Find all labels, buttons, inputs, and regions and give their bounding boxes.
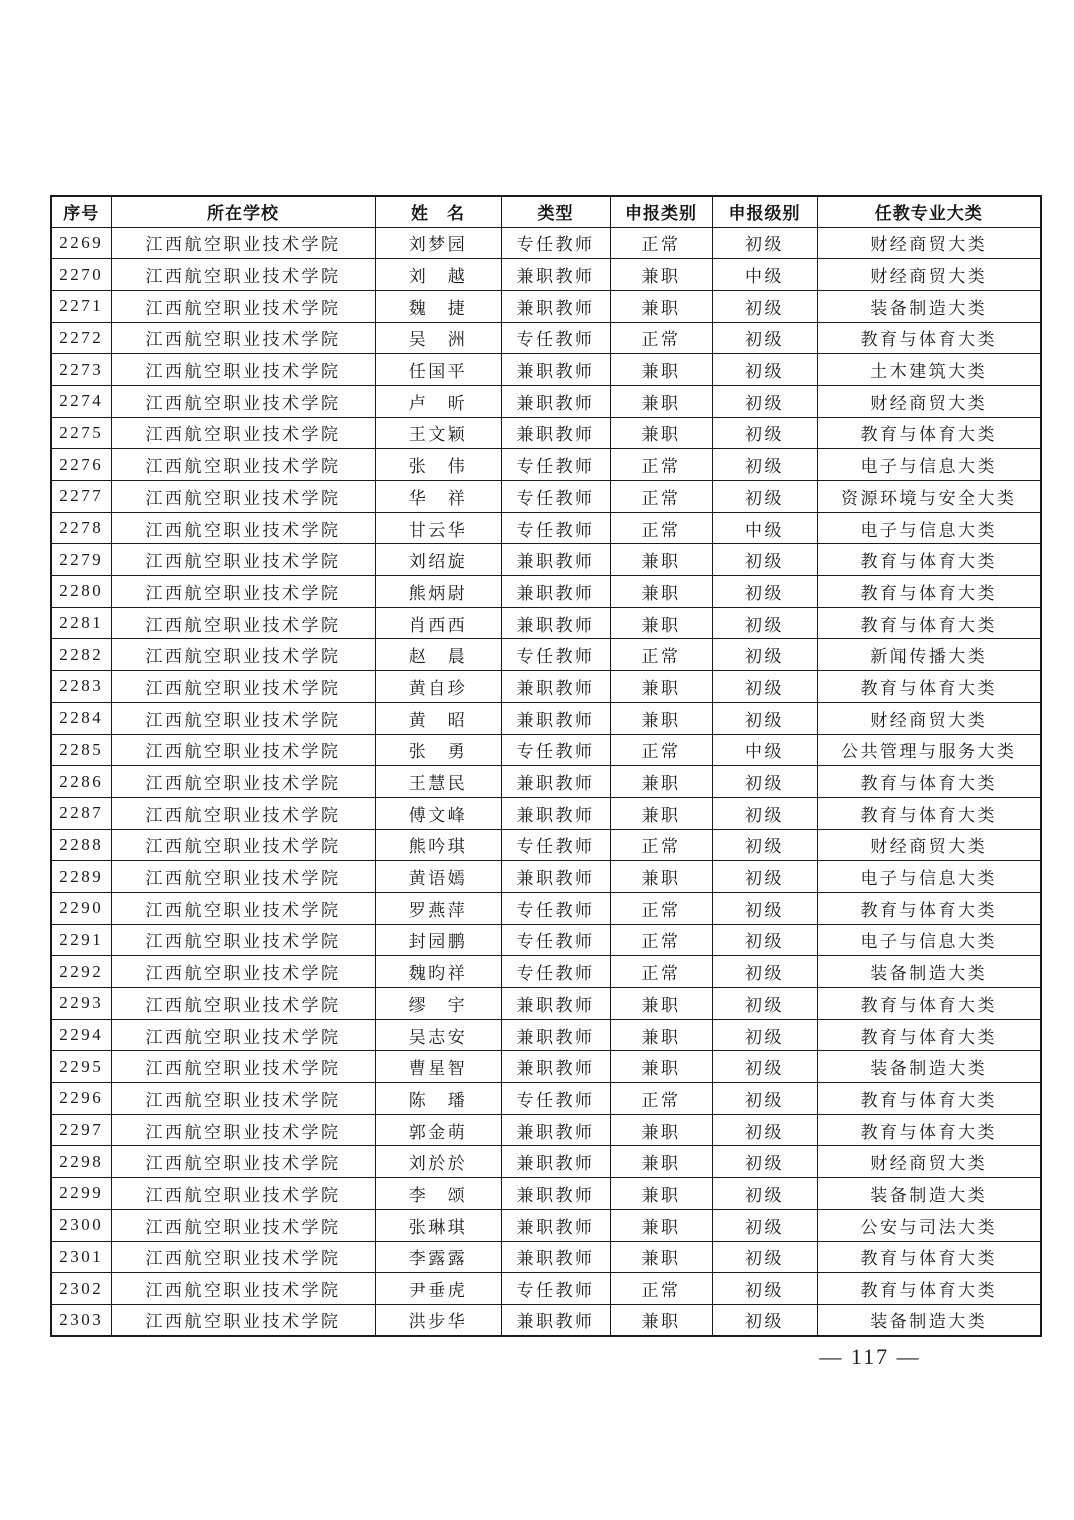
cell-level: 初级 xyxy=(712,322,817,354)
cell-type: 专任教师 xyxy=(501,924,610,956)
table-row xyxy=(51,1083,1041,1115)
cell-name: 吴志安 xyxy=(375,1019,501,1051)
cell-name: 黄 昭 xyxy=(375,702,501,734)
cell-category: 兼职 xyxy=(610,671,712,703)
cell-major: 财经商贸大类 xyxy=(817,385,1041,417)
cell-name: 缪 宇 xyxy=(375,988,501,1020)
cell-category: 兼职 xyxy=(610,1304,712,1336)
cell-no: 2302 xyxy=(51,1273,111,1305)
cell-type: 专任教师 xyxy=(501,322,610,354)
table-row xyxy=(51,322,1041,354)
cell-name: 黄自珍 xyxy=(375,671,501,703)
cell-level: 初级 xyxy=(712,988,817,1020)
page-number: — 117 — xyxy=(819,1344,921,1369)
cell-major: 财经商贸大类 xyxy=(817,1146,1041,1178)
cell-category: 正常 xyxy=(610,322,712,354)
column-header-major: 任教专业大类 xyxy=(817,196,1041,227)
cell-major: 教育与体育大类 xyxy=(817,607,1041,639)
cell-no: 2273 xyxy=(51,354,111,386)
table-row xyxy=(51,512,1041,544)
cell-level: 初级 xyxy=(712,544,817,576)
table-row xyxy=(51,1146,1041,1178)
cell-level: 初级 xyxy=(712,290,817,322)
cell-type: 兼职教师 xyxy=(501,671,610,703)
cell-level: 初级 xyxy=(712,227,817,259)
cell-name: 刘绍旋 xyxy=(375,544,501,576)
cell-level: 初级 xyxy=(712,861,817,893)
table-row xyxy=(51,227,1041,259)
table-row xyxy=(51,1304,1041,1336)
cell-major: 教育与体育大类 xyxy=(817,417,1041,449)
cell-school: 江西航空职业技术学院 xyxy=(111,1146,375,1178)
cell-name: 曹星智 xyxy=(375,1051,501,1083)
table-row xyxy=(51,1241,1041,1273)
cell-no: 2281 xyxy=(51,607,111,639)
cell-school: 江西航空职业技术学院 xyxy=(111,734,375,766)
cell-name: 刘於於 xyxy=(375,1146,501,1178)
cell-category: 兼职 xyxy=(610,1209,712,1241)
cell-school: 江西航空职业技术学院 xyxy=(111,1051,375,1083)
cell-type: 兼职教师 xyxy=(501,576,610,608)
cell-major: 土木建筑大类 xyxy=(817,354,1041,386)
cell-type: 专任教师 xyxy=(501,734,610,766)
cell-no: 2291 xyxy=(51,924,111,956)
cell-school: 江西航空职业技术学院 xyxy=(111,290,375,322)
cell-school: 江西航空职业技术学院 xyxy=(111,576,375,608)
cell-level: 中级 xyxy=(712,512,817,544)
cell-type: 兼职教师 xyxy=(501,290,610,322)
cell-type: 兼职教师 xyxy=(501,1178,610,1210)
cell-level: 初级 xyxy=(712,1241,817,1273)
cell-no: 2296 xyxy=(51,1083,111,1115)
column-header-name: 姓 名 xyxy=(375,196,501,227)
cell-name: 封园鹏 xyxy=(375,924,501,956)
cell-category: 兼职 xyxy=(610,1019,712,1051)
cell-name: 熊炳尉 xyxy=(375,576,501,608)
cell-name: 熊吟琪 xyxy=(375,829,501,861)
cell-major: 教育与体育大类 xyxy=(817,671,1041,703)
table-row xyxy=(51,924,1041,956)
cell-major: 装备制造大类 xyxy=(817,1304,1041,1336)
cell-major: 教育与体育大类 xyxy=(817,576,1041,608)
cell-major: 财经商贸大类 xyxy=(817,829,1041,861)
cell-name: 黄语嫣 xyxy=(375,861,501,893)
cell-major: 财经商贸大类 xyxy=(817,259,1041,291)
cell-level: 初级 xyxy=(712,797,817,829)
cell-school: 江西航空职业技术学院 xyxy=(111,956,375,988)
cell-name: 魏昀祥 xyxy=(375,956,501,988)
table-header xyxy=(51,196,1041,227)
cell-level: 初级 xyxy=(712,1304,817,1336)
cell-school: 江西航空职业技术学院 xyxy=(111,1114,375,1146)
cell-category: 兼职 xyxy=(610,1051,712,1083)
cell-name: 赵 晨 xyxy=(375,639,501,671)
cell-school: 江西航空职业技术学院 xyxy=(111,227,375,259)
cell-major: 装备制造大类 xyxy=(817,290,1041,322)
cell-category: 兼职 xyxy=(610,607,712,639)
cell-type: 兼职教师 xyxy=(501,988,610,1020)
table-row xyxy=(51,671,1041,703)
cell-level: 初级 xyxy=(712,576,817,608)
cell-type: 兼职教师 xyxy=(501,861,610,893)
cell-no: 2269 xyxy=(51,227,111,259)
table-row xyxy=(51,988,1041,1020)
cell-school: 江西航空职业技术学院 xyxy=(111,259,375,291)
cell-school: 江西航空职业技术学院 xyxy=(111,544,375,576)
table-row xyxy=(51,734,1041,766)
table-row xyxy=(51,576,1041,608)
column-header-type: 类型 xyxy=(501,196,610,227)
cell-level: 初级 xyxy=(712,481,817,513)
cell-level: 初级 xyxy=(712,449,817,481)
cell-type: 专任教师 xyxy=(501,956,610,988)
cell-category: 正常 xyxy=(610,829,712,861)
cell-category: 兼职 xyxy=(610,861,712,893)
cell-major: 电子与信息大类 xyxy=(817,924,1041,956)
header-row xyxy=(51,196,1041,227)
cell-school: 江西航空职业技术学院 xyxy=(111,512,375,544)
cell-level: 初级 xyxy=(712,892,817,924)
cell-no: 2300 xyxy=(51,1209,111,1241)
table-row xyxy=(51,1178,1041,1210)
cell-name: 罗燕萍 xyxy=(375,892,501,924)
cell-major: 电子与信息大类 xyxy=(817,449,1041,481)
cell-school: 江西航空职业技术学院 xyxy=(111,385,375,417)
cell-level: 中级 xyxy=(712,259,817,291)
cell-category: 正常 xyxy=(610,639,712,671)
cell-type: 专任教师 xyxy=(501,892,610,924)
cell-major: 财经商贸大类 xyxy=(817,702,1041,734)
cell-major: 教育与体育大类 xyxy=(817,892,1041,924)
cell-type: 专任教师 xyxy=(501,829,610,861)
cell-no: 2298 xyxy=(51,1146,111,1178)
cell-name: 王文颖 xyxy=(375,417,501,449)
cell-category: 正常 xyxy=(610,892,712,924)
cell-school: 江西航空职业技术学院 xyxy=(111,1178,375,1210)
cell-category: 正常 xyxy=(610,481,712,513)
cell-category: 兼职 xyxy=(610,766,712,798)
table-row xyxy=(51,766,1041,798)
cell-no: 2275 xyxy=(51,417,111,449)
cell-level: 初级 xyxy=(712,417,817,449)
cell-school: 江西航空职业技术学院 xyxy=(111,607,375,639)
cell-category: 正常 xyxy=(610,956,712,988)
cell-category: 正常 xyxy=(610,227,712,259)
cell-no: 2278 xyxy=(51,512,111,544)
cell-school: 江西航空职业技术学院 xyxy=(111,1209,375,1241)
cell-major: 装备制造大类 xyxy=(817,1051,1041,1083)
cell-name: 洪步华 xyxy=(375,1304,501,1336)
cell-major: 教育与体育大类 xyxy=(817,1241,1041,1273)
cell-no: 2282 xyxy=(51,639,111,671)
cell-school: 江西航空职业技术学院 xyxy=(111,766,375,798)
cell-level: 初级 xyxy=(712,1114,817,1146)
cell-school: 江西航空职业技术学院 xyxy=(111,1083,375,1115)
table-row xyxy=(51,354,1041,386)
cell-school: 江西航空职业技术学院 xyxy=(111,892,375,924)
cell-category: 兼职 xyxy=(610,1241,712,1273)
cell-school: 江西航空职业技术学院 xyxy=(111,322,375,354)
cell-type: 兼职教师 xyxy=(501,1114,610,1146)
cell-level: 初级 xyxy=(712,1083,817,1115)
cell-type: 专任教师 xyxy=(501,639,610,671)
cell-school: 江西航空职业技术学院 xyxy=(111,988,375,1020)
teacher-roster-table xyxy=(50,195,1042,1337)
cell-major: 教育与体育大类 xyxy=(817,1083,1041,1115)
cell-no: 2292 xyxy=(51,956,111,988)
cell-name: 魏 捷 xyxy=(375,290,501,322)
cell-category: 兼职 xyxy=(610,1146,712,1178)
cell-category: 兼职 xyxy=(610,259,712,291)
cell-school: 江西航空职业技术学院 xyxy=(111,861,375,893)
cell-name: 陈 璠 xyxy=(375,1083,501,1115)
cell-major: 公安与司法大类 xyxy=(817,1209,1041,1241)
cell-major: 公共管理与服务大类 xyxy=(817,734,1041,766)
cell-category: 正常 xyxy=(610,449,712,481)
cell-category: 正常 xyxy=(610,512,712,544)
cell-category: 兼职 xyxy=(610,576,712,608)
cell-level: 初级 xyxy=(712,354,817,386)
cell-category: 正常 xyxy=(610,1273,712,1305)
cell-type: 兼职教师 xyxy=(501,1241,610,1273)
cell-level: 初级 xyxy=(712,1146,817,1178)
cell-no: 2299 xyxy=(51,1178,111,1210)
cell-category: 兼职 xyxy=(610,417,712,449)
cell-school: 江西航空职业技术学院 xyxy=(111,829,375,861)
cell-category: 兼职 xyxy=(610,797,712,829)
cell-name: 傅文峰 xyxy=(375,797,501,829)
table-row xyxy=(51,1209,1041,1241)
cell-category: 正常 xyxy=(610,1083,712,1115)
cell-school: 江西航空职业技术学院 xyxy=(111,639,375,671)
cell-name: 张 伟 xyxy=(375,449,501,481)
table-row xyxy=(51,1019,1041,1051)
cell-type: 兼职教师 xyxy=(501,702,610,734)
cell-name: 任国平 xyxy=(375,354,501,386)
cell-level: 初级 xyxy=(712,829,817,861)
cell-type: 兼职教师 xyxy=(501,797,610,829)
cell-level: 初级 xyxy=(712,924,817,956)
cell-category: 兼职 xyxy=(610,1114,712,1146)
cell-name: 刘 越 xyxy=(375,259,501,291)
table-row xyxy=(51,449,1041,481)
cell-name: 卢 昕 xyxy=(375,385,501,417)
table-row xyxy=(51,385,1041,417)
cell-no: 2286 xyxy=(51,766,111,798)
cell-level: 初级 xyxy=(712,766,817,798)
cell-type: 兼职教师 xyxy=(501,385,610,417)
cell-type: 兼职教师 xyxy=(501,1019,610,1051)
cell-level: 初级 xyxy=(712,607,817,639)
cell-level: 初级 xyxy=(712,702,817,734)
cell-type: 兼职教师 xyxy=(501,1051,610,1083)
cell-school: 江西航空职业技术学院 xyxy=(111,797,375,829)
cell-school: 江西航空职业技术学院 xyxy=(111,449,375,481)
cell-name: 李露露 xyxy=(375,1241,501,1273)
cell-no: 2295 xyxy=(51,1051,111,1083)
cell-major: 教育与体育大类 xyxy=(817,797,1041,829)
cell-type: 专任教师 xyxy=(501,481,610,513)
cell-major: 教育与体育大类 xyxy=(817,1273,1041,1305)
cell-type: 专任教师 xyxy=(501,512,610,544)
cell-major: 教育与体育大类 xyxy=(817,544,1041,576)
cell-name: 华 祥 xyxy=(375,481,501,513)
cell-level: 初级 xyxy=(712,1209,817,1241)
column-header-no: 序号 xyxy=(51,196,111,227)
cell-level: 初级 xyxy=(712,1019,817,1051)
cell-name: 李 颂 xyxy=(375,1178,501,1210)
cell-major: 装备制造大类 xyxy=(817,956,1041,988)
cell-major: 电子与信息大类 xyxy=(817,512,1041,544)
cell-school: 江西航空职业技术学院 xyxy=(111,671,375,703)
cell-name: 刘梦园 xyxy=(375,227,501,259)
cell-level: 初级 xyxy=(712,1051,817,1083)
table-body xyxy=(51,227,1041,1336)
cell-school: 江西航空职业技术学院 xyxy=(111,1019,375,1051)
cell-type: 兼职教师 xyxy=(501,766,610,798)
column-header-school: 所在学校 xyxy=(111,196,375,227)
table-row xyxy=(51,956,1041,988)
cell-name: 张琳琪 xyxy=(375,1209,501,1241)
cell-name: 张 勇 xyxy=(375,734,501,766)
cell-name: 甘云华 xyxy=(375,512,501,544)
cell-type: 兼职教师 xyxy=(501,544,610,576)
cell-category: 兼职 xyxy=(610,385,712,417)
cell-no: 2289 xyxy=(51,861,111,893)
cell-category: 正常 xyxy=(610,734,712,766)
cell-category: 兼职 xyxy=(610,702,712,734)
table-row xyxy=(51,1051,1041,1083)
cell-school: 江西航空职业技术学院 xyxy=(111,1241,375,1273)
table-row xyxy=(51,417,1041,449)
cell-type: 兼职教师 xyxy=(501,354,610,386)
cell-no: 2284 xyxy=(51,702,111,734)
cell-no: 2290 xyxy=(51,892,111,924)
cell-major: 教育与体育大类 xyxy=(817,1114,1041,1146)
cell-major: 资源环境与安全大类 xyxy=(817,481,1041,513)
table-row xyxy=(51,639,1041,671)
cell-category: 正常 xyxy=(610,924,712,956)
cell-type: 兼职教师 xyxy=(501,1304,610,1336)
cell-school: 江西航空职业技术学院 xyxy=(111,924,375,956)
cell-level: 初级 xyxy=(712,1178,817,1210)
cell-level: 初级 xyxy=(712,639,817,671)
cell-type: 专任教师 xyxy=(501,227,610,259)
table-row xyxy=(51,702,1041,734)
cell-name: 尹垂虎 xyxy=(375,1273,501,1305)
cell-no: 2277 xyxy=(51,481,111,513)
cell-school: 江西航空职业技术学院 xyxy=(111,702,375,734)
table-row xyxy=(51,259,1041,291)
cell-no: 2271 xyxy=(51,290,111,322)
cell-name: 王慧民 xyxy=(375,766,501,798)
cell-type: 专任教师 xyxy=(501,449,610,481)
cell-no: 2293 xyxy=(51,988,111,1020)
cell-no: 2279 xyxy=(51,544,111,576)
cell-type: 兼职教师 xyxy=(501,607,610,639)
cell-type: 兼职教师 xyxy=(501,417,610,449)
cell-no: 2294 xyxy=(51,1019,111,1051)
cell-major: 装备制造大类 xyxy=(817,1178,1041,1210)
cell-major: 教育与体育大类 xyxy=(817,322,1041,354)
table-row xyxy=(51,797,1041,829)
cell-category: 兼职 xyxy=(610,988,712,1020)
table-row xyxy=(51,861,1041,893)
cell-category: 兼职 xyxy=(610,290,712,322)
cell-no: 2285 xyxy=(51,734,111,766)
cell-major: 财经商贸大类 xyxy=(817,227,1041,259)
cell-no: 2274 xyxy=(51,385,111,417)
table-row xyxy=(51,544,1041,576)
cell-no: 2272 xyxy=(51,322,111,354)
cell-no: 2276 xyxy=(51,449,111,481)
cell-level: 初级 xyxy=(712,956,817,988)
cell-category: 兼职 xyxy=(610,544,712,576)
cell-level: 初级 xyxy=(712,1273,817,1305)
cell-level: 初级 xyxy=(712,385,817,417)
cell-major: 教育与体育大类 xyxy=(817,1019,1041,1051)
cell-type: 兼职教师 xyxy=(501,1146,610,1178)
cell-type: 专任教师 xyxy=(501,1083,610,1115)
cell-major: 新闻传播大类 xyxy=(817,639,1041,671)
table-row xyxy=(51,1273,1041,1305)
cell-level: 中级 xyxy=(712,734,817,766)
table-row xyxy=(51,481,1041,513)
cell-no: 2288 xyxy=(51,829,111,861)
cell-no: 2270 xyxy=(51,259,111,291)
cell-school: 江西航空职业技术学院 xyxy=(111,481,375,513)
table-row xyxy=(51,1114,1041,1146)
cell-name: 郭金萌 xyxy=(375,1114,501,1146)
cell-major: 电子与信息大类 xyxy=(817,861,1041,893)
cell-level: 初级 xyxy=(712,671,817,703)
cell-no: 2297 xyxy=(51,1114,111,1146)
cell-no: 2283 xyxy=(51,671,111,703)
table-row xyxy=(51,290,1041,322)
table-row xyxy=(51,607,1041,639)
cell-major: 教育与体育大类 xyxy=(817,766,1041,798)
cell-no: 2303 xyxy=(51,1304,111,1336)
cell-school: 江西航空职业技术学院 xyxy=(111,354,375,386)
cell-no: 2287 xyxy=(51,797,111,829)
column-header-level: 申报级别 xyxy=(712,196,817,227)
cell-type: 兼职教师 xyxy=(501,259,610,291)
cell-name: 肖西西 xyxy=(375,607,501,639)
cell-school: 江西航空职业技术学院 xyxy=(111,1273,375,1305)
cell-type: 专任教师 xyxy=(501,1273,610,1305)
cell-school: 江西航空职业技术学院 xyxy=(111,417,375,449)
cell-major: 教育与体育大类 xyxy=(817,988,1041,1020)
cell-name: 吴 洲 xyxy=(375,322,501,354)
table-row xyxy=(51,829,1041,861)
table-row xyxy=(51,892,1041,924)
cell-school: 江西航空职业技术学院 xyxy=(111,1304,375,1336)
cell-no: 2301 xyxy=(51,1241,111,1273)
cell-no: 2280 xyxy=(51,576,111,608)
column-header-category: 申报类别 xyxy=(610,196,712,227)
cell-type: 兼职教师 xyxy=(501,1209,610,1241)
cell-category: 兼职 xyxy=(610,1178,712,1210)
cell-category: 兼职 xyxy=(610,354,712,386)
